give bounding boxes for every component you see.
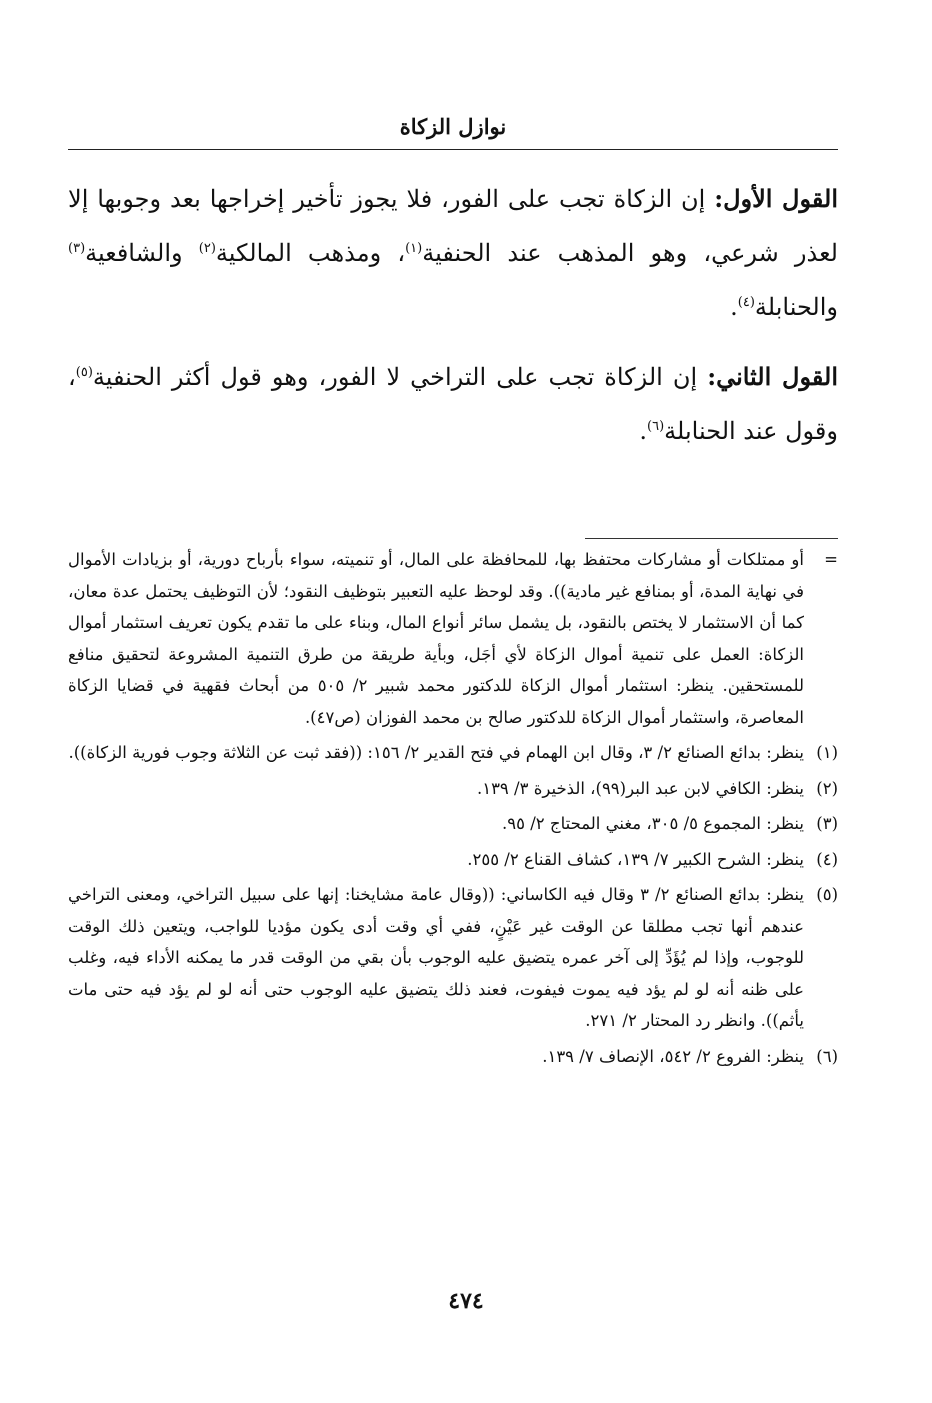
footnote-text: ينظر: المجموع ٥/ ٣٠٥، مغني المحتاج ٢/ ٩٥. xyxy=(502,814,804,833)
footnote-continued xyxy=(68,544,838,733)
footnote-text: ينظر: بدائع الصنائع ٢/ ٣، وقال ابن الهمام في فتح القدير ٢/ ١٥٦: ((فقد ثبت عن الثلاثة وجوب فورية الزكاة)). xyxy=(68,743,804,762)
footnote-number: (١) xyxy=(816,743,838,762)
paragraph-first-opinion xyxy=(68,172,838,334)
footnote-ref-3[interactable]: (٣) xyxy=(68,241,86,256)
footnotes xyxy=(68,544,838,1076)
footnote-2 xyxy=(68,773,838,805)
footnote-ref-2[interactable]: (٢) xyxy=(198,241,216,256)
paragraph-text: إن الزكاة تجب على التراخي لا الفور، وهو قول أكثر الحنفية xyxy=(92,363,708,391)
footnote-number: (٤) xyxy=(816,849,838,869)
footnote-separator xyxy=(585,538,838,539)
footnote-ref-1[interactable]: (١) xyxy=(405,241,423,256)
second-opinion-heading: القول الثاني: xyxy=(707,362,839,391)
footnote-number: (٣) xyxy=(816,814,838,833)
paragraph-text: ، وقول عند الحنابلة xyxy=(68,363,838,445)
footnote-ref-4[interactable]: (٤) xyxy=(737,295,755,310)
paragraph-text: والشافعية xyxy=(85,239,199,267)
paragraph-text: ، ومذهب المالكية xyxy=(215,239,406,267)
first-opinion-heading: القول الأول: xyxy=(714,184,839,213)
footnote-5 xyxy=(68,879,838,1037)
footnote-text: أو ممتلكات أو مشاركات محتفظ بها، للمحافظة على المال، أو تنميته، سواء بأرباح دورية، أو بزيادات الأموال في نهاية المدة، أو بمنافع غير مادية)). وقد لوحظ عليه التعبير بتوظيف النقود؛ لأن التوظيف يحتمل عدة معان، كما أن الاستثمار لا يختص بالنقود، بل يشمل سائر أنواع المال، وبناء على ما تقدم يكون تعريف استثمار أموال الزكاة: العمل على تنمية أموال الزكاة لأي أجَل، وبأية طريقة من طرق التنمية المشروعة لتحقيق منافع للمستحقين. ينظر: استثمار أموال الزكاة للدكتور محمد شبير ٢/ ٥٠٥ من أبحاث فقهية في قضايا الزكاة المعاصرة، واستثمار أموال الزكاة للدكتور صالح بن محمد الفوزان (ص٤٧). xyxy=(68,550,804,727)
footnote-text: ينظر: الشرح الكبير ٧/ ١٣٩، كشاف القناع ٢/ ٢٥٥. xyxy=(467,849,804,869)
footnote-number: (٥) xyxy=(816,885,838,904)
footnote-1 xyxy=(68,737,838,769)
footnote-text: ينظر: الكافي لابن عبد البر(٩٩)، الذخيرة ٣/ ١٣٩. xyxy=(476,778,804,798)
paragraph-second-opinion xyxy=(68,350,838,458)
footnote-number: (٦) xyxy=(816,1046,838,1066)
footnote-ref-5[interactable]: (٥) xyxy=(75,365,93,380)
paragraph-text: إن الزكاة تجب على الفور، فلا يجوز تأخير إخراجها بعد وجوبها إلا لعذر شرعي، وهو المذهب عند الحنفية xyxy=(68,185,838,267)
footnote-text: ينظر: الفروع ٢/ ٥٤٢، الإنصاف ٧/ ١٣٩. xyxy=(542,1046,804,1066)
footnote-number: (٢) xyxy=(816,778,838,798)
footnote-4 xyxy=(68,844,838,876)
running-head: نوازل الزكاة xyxy=(399,114,507,139)
main-text xyxy=(68,172,838,474)
header-rule xyxy=(68,149,838,150)
page-number: ٤٧٤ xyxy=(448,1288,484,1314)
footnote-6 xyxy=(68,1041,838,1073)
paragraph-text: والحنابلة xyxy=(754,293,838,321)
footnote-text: ينظر: بدائع الصنائع ٢/ ٣ وقال فيه الكاساني: ((وقال عامة مشايخنا: إنها على سبيل التراخي، ومعنى التراخي عندهم أنها تجب مطلقا عن الوقت غير عَيْنٍ، ففي أي وقت أدى يكون مؤديا للواجب، ويتعين ذلك الوقت للوجوب، وإذا لم يُؤَدِّ إلى آخر عمره يتضيق عليه الوجوب بأن بقي من الوقت قدر ما يمكنه الأداء فيه، وغلب على ظنه أنه لو لم يؤد فيه يموت فيفوت، فعند ذلك يتضيق عليه الوجوب حتى أنه لو لم يؤد فيه حتى مات يأثم)). وانظر رد المحتار ٢/ ٢٧١. xyxy=(68,885,804,1030)
footnote-3 xyxy=(68,808,838,840)
paragraph-text: . xyxy=(639,417,648,445)
continuation-mark: = xyxy=(824,550,838,569)
footnote-ref-6[interactable]: (٦) xyxy=(647,419,665,434)
paragraph-text: . xyxy=(730,293,738,321)
